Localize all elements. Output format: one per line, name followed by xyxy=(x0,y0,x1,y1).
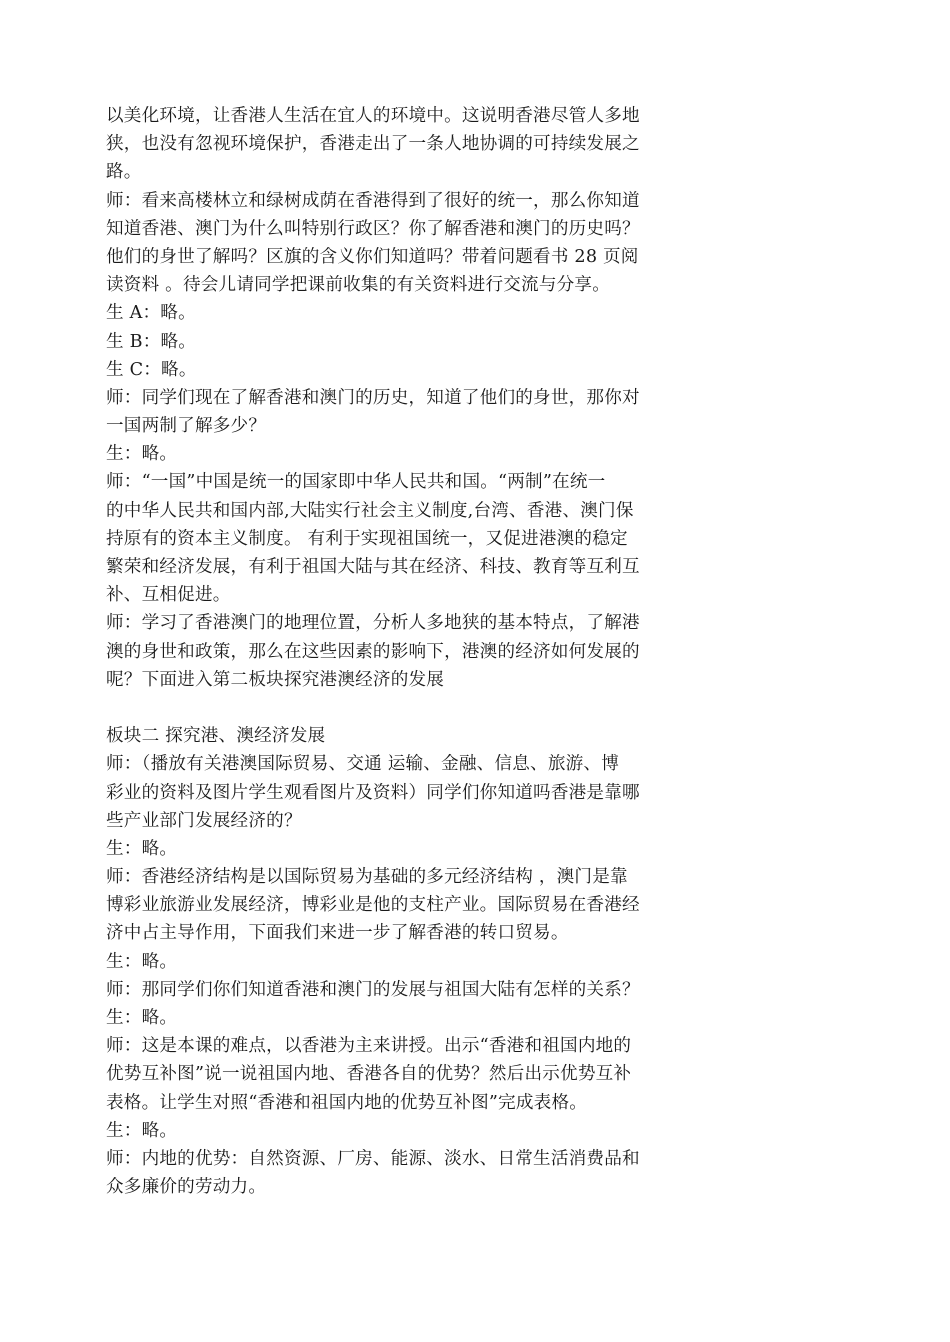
text-line: 以美化环境，让香港人生活在宜人的环境中。这说明香港尽管人多地 xyxy=(106,106,640,126)
text-line: 生：略。 xyxy=(106,444,178,465)
text-line: 师：看来高楼林立和绿树成荫在香港得到了很好的统一，那么你知道 xyxy=(106,190,640,211)
text-line: 知道香港、澳门为什么叫特别行政区？你了解香港和澳门的历史吗？ xyxy=(106,218,640,239)
text-line: 些产业部门发展经济的？ xyxy=(106,810,302,831)
text-line: 他们的身世了解吗？区旗的含义你们知道吗？带着问题看书 28 页阅 xyxy=(106,246,639,267)
text-line: 师：同学们现在了解香港和澳门的历史，知道了他们的身世，那你对 xyxy=(106,387,640,408)
text-line: 生：略。 xyxy=(106,1120,178,1141)
text-line: 济中占主导作用，下面我们来进一步了解香港的转口贸易。 xyxy=(106,923,569,944)
text-line: 生 B：略。 xyxy=(106,331,197,352)
text-line: 师：这是本课的难点，以香港为主来讲授。出示“香港和祖国内地的 xyxy=(106,1036,632,1057)
text-line: 生：略。 xyxy=(106,1008,178,1028)
text-line: 繁荣和经济发展，有利于祖国大陆与其在经济、科技、教育等互利互 xyxy=(106,557,640,577)
text-line: 生：略。 xyxy=(106,838,178,859)
text-line: 的中华人民共和国内部,大陆实行社会主义制度,台湾、香港、澳门保 xyxy=(106,500,634,521)
text-line: 博彩业旅游业发展经济，博彩业是他的支柱产业。国际贸易在香港经 xyxy=(106,895,640,916)
text-line: 生 C：略。 xyxy=(106,359,197,380)
text-line: 优势互补图”说一说祖国内地、香港各自的优势？然后出示优势互补 xyxy=(106,1064,632,1085)
text-line: 生 A：略。 xyxy=(106,303,196,324)
text-line: 众多廉价的劳动力。 xyxy=(106,1177,267,1198)
text-line: 读资料 。待会儿请同学把课前收集的有关资料进行交流与分享。 xyxy=(106,275,611,296)
text-line: 持原有的资本主义制度。 有利于实现祖国统一，又促进港澳的稳定 xyxy=(106,528,628,549)
text-line: 狭，也没有忽视环境保护，香港走出了一条人地协调的可持续发展之 xyxy=(106,134,640,155)
section-heading: 板块二 探究港、澳经济发展 xyxy=(106,726,326,747)
text-line: 师：学习了香港澳门的地理位置，分析人多地狭的基本特点，了解港 xyxy=(106,613,640,634)
text-line: 一国两制了解多少？ xyxy=(106,416,267,437)
text-line: 表格。让学生对照“香港和祖国内地的优势互补图”完成表格。 xyxy=(106,1092,588,1113)
text-line: 师：内地的优势：自然资源、厂房、能源、淡水、日常生活消费品和 xyxy=(106,1148,640,1169)
text-line: 路。 xyxy=(106,162,142,183)
text-line: 呢？下面进入第二板块探究港澳经济的发展 xyxy=(106,669,445,690)
text-line: 彩业的资料及图片学生观看图片及资料）同学们你知道吗香港是靠哪 xyxy=(106,782,640,803)
paragraph-gap xyxy=(106,694,706,722)
text-line: 师：“一国”中国是统一的国家即中华人民共和国。“两制”在统一 xyxy=(106,472,606,493)
text-line: 补、互相促进。 xyxy=(106,585,231,606)
text-line: 澳的身世和政策，那么在这些因素的影响下，港澳的经济如何发展的 xyxy=(106,641,640,662)
document-body xyxy=(106,102,706,1201)
text-line: 生：略。 xyxy=(106,951,178,972)
text-line: 师：（播放有关港澳国际贸易、交通 运输、金融、信息、旅游、博 xyxy=(106,754,620,775)
text-line: 师：那同学们你们知道香港和澳门的发展与祖国大陆有怎样的关系？ xyxy=(106,979,640,1000)
text-line: 师：香港经济结构是以国际贸易为基础的多元经济结构 ，澳门是靠 xyxy=(106,867,628,888)
